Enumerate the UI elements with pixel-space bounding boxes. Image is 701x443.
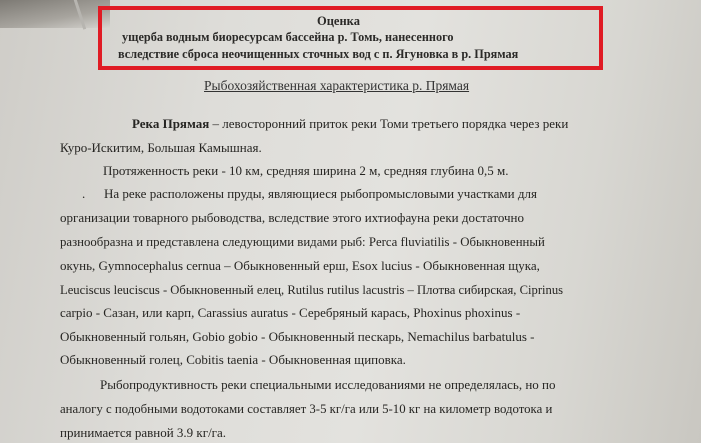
paragraph-line: аналогу с подобными водотоками составляет 3-5 кг/га или 5-10 кг на километр водотока и: [60, 401, 553, 416]
paragraph-line: окунь, Gymnocephalus cernua – Обыкновенный ерш, Esox lucius - Обыкновенная щука,: [60, 258, 540, 273]
paragraph-line: carpio - Сазан, или карп, Carassius auratus - Серебряный карась, Phoxinus phoxinus -: [60, 305, 521, 320]
title-line-1: Оценка: [317, 14, 360, 28]
paragraph-line: Рыбопродуктивность реки специальными исследованиями не определялась, но по: [100, 377, 556, 392]
paragraph-line: разнообразна и представлена следующими видами рыб: Perca fluviatilis - Обыкновенный: [60, 234, 545, 249]
paragraph-line: организации товарного рыбоводства, вследствие этого ихтиофауна реки достаточно: [60, 210, 525, 225]
paragraph-line: Обыкновенный гольян, Gobio gobio - Обыкновенный пескарь, Nemachilus barbatulus -: [60, 329, 535, 344]
paragraph-line: Leuciscus leuciscus - Обыкновенный елец, Rutilus rutilus lacustris – Плотва сибирская, Ciprinus: [60, 282, 564, 297]
paragraph-line: [82, 186, 537, 202]
paragraph-line: Протяженность реки - 10 км, средняя ширина 2 м, средняя глубина 0,5 м.: [103, 163, 509, 178]
river-name: Река Прямая: [132, 116, 210, 131]
section-heading: Рыбохозяйственная характеристика р. Прямая: [204, 78, 470, 93]
paragraph-line: [132, 116, 568, 132]
page-curl-shadow: [0, 0, 110, 28]
title-line-3: вследствие сброса неочищенных сточных вод с п. Ягуновка в р. Прямая: [118, 47, 519, 61]
line-text: На реке расположены пруды, являющиеся рыбопромысловыми участками для: [104, 186, 537, 201]
title-line-2: ущерба водным биоресурсам бассейна р. Томь, нанесенного: [122, 30, 454, 44]
bullet-mark: .: [82, 186, 86, 201]
paragraph-line: Куро-Искитим, Большая Камышная.: [60, 140, 262, 155]
paragraph-line: Обыкновенный голец, Cobitis taenia - Обыкновенная щиповка.: [60, 352, 406, 367]
paragraph-line: принимается равной 3.9 кг/га.: [60, 425, 227, 440]
line-text: – левосторонний приток реки Томи третьего порядка через реки: [209, 116, 569, 131]
